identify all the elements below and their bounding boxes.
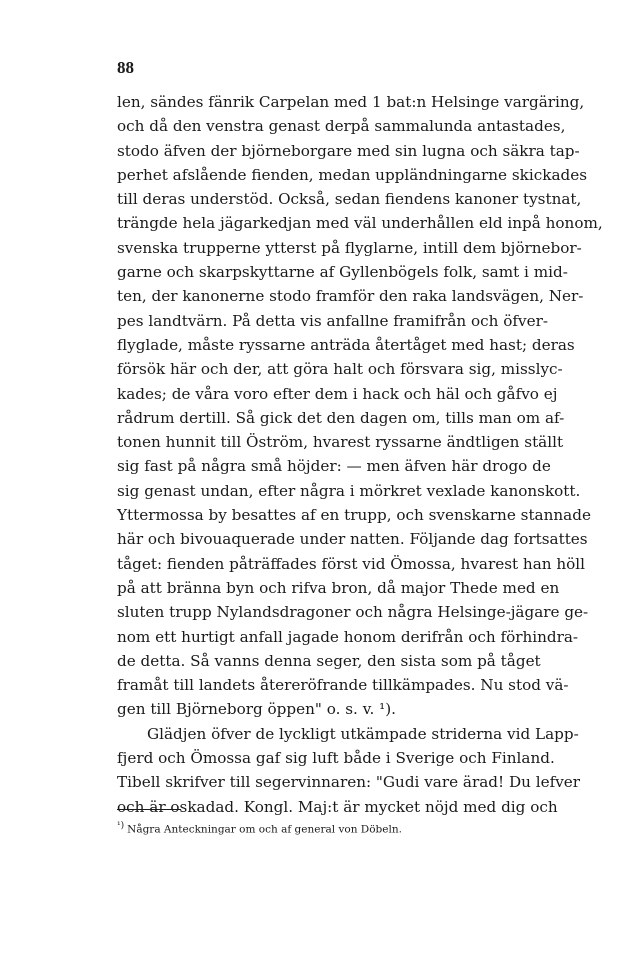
text-line: till deras understöd. Också, sedan fiendens kanoner tystnat, [117,190,582,209]
text-line: gen till Björneborg öppen" o. s. v. ¹). [117,700,396,719]
text-line: Tibell skrifver till segervinnaren: "Gudi vare ärad! Du lefver [117,773,581,792]
text-line: stodo äfven der björneborgare med sin lugna och säkra tap- [117,141,580,160]
text-line: Glädjen öfver de lyckligt utkämpade striderna vid Lapp- [147,724,579,743]
text-line: tåget: fienden påträffades först vid Ömossa, hvarest han höll [117,554,586,573]
text-line: och då den venstra genast derpå sammalunda antastades, [117,117,566,136]
text-line: sluten trupp Nylandsdragoner och några Helsinge-jägare ge- [117,603,589,622]
text-line: perhet afslående fienden, medan uppländningarne skickades [117,165,587,184]
text-line: sig fast på några små höjder: — men äfven här drogo de [117,457,551,476]
text-line: sig genast undan, efter några i mörkret vexlade kanonskott. [117,481,581,500]
text-line: här och bivouaquerade under natten. Följande dag fortsattes [117,530,588,549]
text-line: på att bränna byn och rifva bron, då major Thede med en [117,578,560,597]
text-line: flyglade, måste ryssarne anträda återtåget med hast; deras [117,335,575,354]
text-line: tonen hunnit till Öström, hvarest ryssarne ändtligen ställt [117,433,564,452]
text-line: nom ett hurtigt anfall jagade honom derifrån och förhindra- [117,627,579,646]
text-line: rådrum dertill. Så gick det den dagen om, tills man om af- [117,408,565,427]
body-text [117,90,603,819]
footnote-text: Några Anteckningar om och af general von Döbeln. [127,823,402,836]
paragraph-2 [117,722,581,819]
footnote-mark: ¹) [117,821,125,831]
text-line: och är oskadad. Kongl. Maj:t är mycket nöjd med dig och [117,797,558,816]
text-line: garne och skarpskyttarne af Gyllenbögels folk, samt i mid- [117,263,568,282]
text-line: de detta. Så vanns denna seger, den sista som på tåget [117,651,541,670]
text-line: Yttermossa by besattes af en trupp, och svenskarne stannade [117,506,591,525]
footnote [117,821,402,836]
paragraph-1 [117,90,603,722]
text-line: trängde hela jägarkedjan med väl underhållen eld inpå honom, [117,214,603,233]
text-line: pes landtvärn. På detta vis anfallne framifrån och öfver- [117,311,549,330]
text-line: len, sändes fänrik Carpelan med 1 bat:n Helsinge vargäring, [117,93,585,111]
text-line: kades; de våra voro efter dem i hack och häl och gåfvo ej [117,384,558,403]
text-line: ten, der kanonerne stodo framför den raka landsvägen, Ner- [117,287,584,306]
text-line: framåt till landets återeröfrande tillkämpades. Nu stod vä- [117,676,569,695]
page-number: 88 [117,58,134,77]
footnote-divider [117,809,181,810]
text-line: försök här och der, att göra halt och försvara sig, misslyc- [117,360,563,379]
text-line: fjerd och Ömossa gaf sig luft både i Sverige och Finland. [117,749,555,768]
text-line: svenska trupperne ytterst på flyglarne, intill dem björnebor- [117,238,582,257]
